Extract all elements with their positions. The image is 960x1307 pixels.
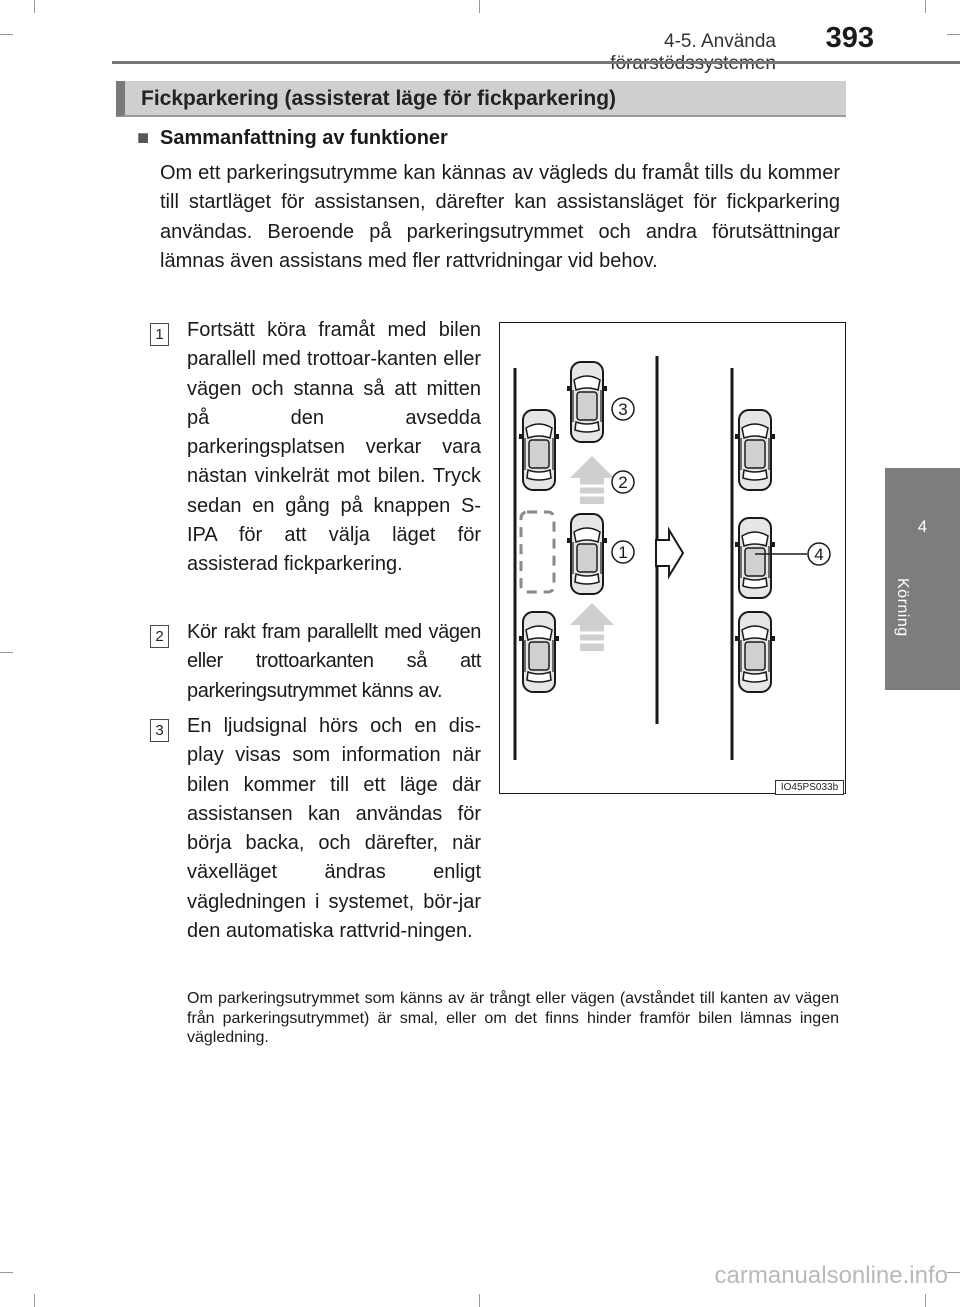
crop-mark: [34, 1294, 35, 1307]
header-rule: [112, 61, 960, 64]
chapter-label: Körning: [894, 578, 911, 637]
parked-car: [735, 410, 775, 490]
crop-mark: [947, 34, 960, 35]
page-number: 393: [825, 22, 874, 54]
running-header-section: 4-5. Använda: [664, 31, 776, 52]
step-number-badge: 3: [150, 719, 169, 742]
crop-mark: [947, 1272, 960, 1273]
callout-3-label: 3: [618, 400, 628, 419]
step-text: Fortsätt köra framåt med bilen parallell med trottoar-kanten eller vägen och stanna så att mitten på den avsedda parkeringsplatsen verkar vara nästan vinkelrät mot bilen. Tryck sedan en gång på knappen S-IPA för att välja läget för assisterad fickparkering.: [187, 319, 481, 576]
step-text: Kör rakt fram parallellt med vägen eller trottoarkanten så att parkeringsutrymmet känns av.: [187, 621, 481, 702]
parked-car: [519, 410, 559, 490]
crop-mark: [479, 1294, 480, 1307]
crop-mark: [34, 0, 35, 13]
parked-car: [735, 612, 775, 692]
section-title: Fickparkering (assisterat läge för fickparkering): [141, 87, 617, 110]
crop-mark: [0, 1272, 13, 1273]
chapter-number: 4: [917, 517, 928, 536]
parking-illustration: [499, 322, 846, 794]
step-number-badge: 1: [150, 323, 169, 346]
crop-mark: [0, 652, 13, 653]
parked-car: [519, 612, 559, 692]
vehicle-position-3: [567, 362, 607, 442]
callout-2-label: 2: [618, 473, 628, 492]
section-title-bar: [116, 81, 846, 117]
vehicle-position-1: [567, 514, 607, 594]
crop-mark: [925, 0, 926, 13]
parked-car: [735, 518, 775, 598]
step-text: En ljudsignal hörs och en dis-play visas som information när bilen kommer till ett läge där assistansen kan användas för börja backa, och därefter, när växelläget ändras enligt vägledningen i systemet, bör-jar den automatiska rattvrid-ningen.: [187, 715, 481, 943]
callout-1-label: 1: [618, 543, 628, 562]
note-paragraph: Om parkeringsutrymmet som känns av är trångt eller vägen (avståndet till kanten av vägen från parkeringsutrymmet) är smal, eller om det finns hinder framför bilen lämnas ingen vägledning.: [187, 990, 839, 1046]
intro-paragraph: Om ett parkeringsutrymme kan kännas av vägleds du framåt tills du kommer till startläget för assistansen, därefter kan assistansläget för fickparkering användas. Beroende på parkeringsutrymmet och andra förutsättningar lämnas även assistans med fler rattvridningar vid behov.: [160, 162, 840, 272]
crop-mark: [0, 34, 13, 35]
subsection-marker: ■: [137, 127, 150, 149]
step-number-badge: 2: [150, 625, 169, 648]
subsection-heading: Sammanfattning av funktioner: [160, 127, 448, 149]
watermark: carmanualsonline.info: [714, 1262, 948, 1289]
crop-mark: [479, 0, 480, 13]
callout-4-label: 4: [814, 545, 824, 564]
figure-code: IO45PS033b: [775, 780, 844, 795]
crop-mark: [925, 1294, 926, 1307]
